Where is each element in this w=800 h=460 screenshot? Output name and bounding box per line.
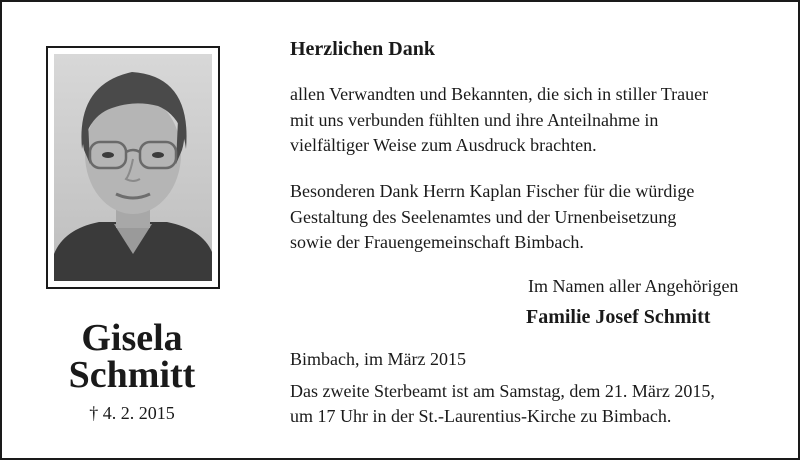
paragraph-line: Besonderen Dank Herrn Kaplan Fischer für die würdige <box>290 181 695 201</box>
signature-family: Familie Josef Schmitt <box>526 306 711 328</box>
photo-frame <box>46 46 220 289</box>
signature-label: Im Namen aller Angehörigen <box>528 276 739 296</box>
memorial-service-note <box>290 379 780 429</box>
paragraph-line: mit uns verbunden fühlten und ihre Anteilnahme in <box>290 109 659 130</box>
paragraph-line: vielfältiger Weise zum Ausdruck brachten. <box>290 135 597 155</box>
thanks-heading: Herzlichen Dank <box>290 38 435 60</box>
note-line: Das zweite Sterbeamt ist am Samstag, dem 21. März 2015, <box>290 381 715 401</box>
portrait-photo <box>54 54 212 281</box>
note-line: um 17 Uhr in der St.-Laurentius-Kirche zu Bimbach. <box>290 406 672 426</box>
paragraph-line: allen Verwandten und Bekannten, die sich in stiller Trauer <box>290 84 709 104</box>
thanks-paragraph-2 <box>290 179 773 256</box>
paragraph-line: Gestaltung des Seelenamtes und der Urnenbeisetzung <box>290 206 677 227</box>
deceased-last-name: Schmitt <box>68 354 196 396</box>
portrait-illustration <box>54 54 212 281</box>
paragraph-line: sowie der Frauengemeinschaft Bimbach. <box>290 232 584 252</box>
death-date: † 4. 2. 2015 <box>89 403 175 423</box>
thanks-paragraph-1 <box>290 82 773 159</box>
dateline: Bimbach, im März 2015 <box>290 349 466 369</box>
deceased-first-name: Gisela <box>81 317 183 359</box>
